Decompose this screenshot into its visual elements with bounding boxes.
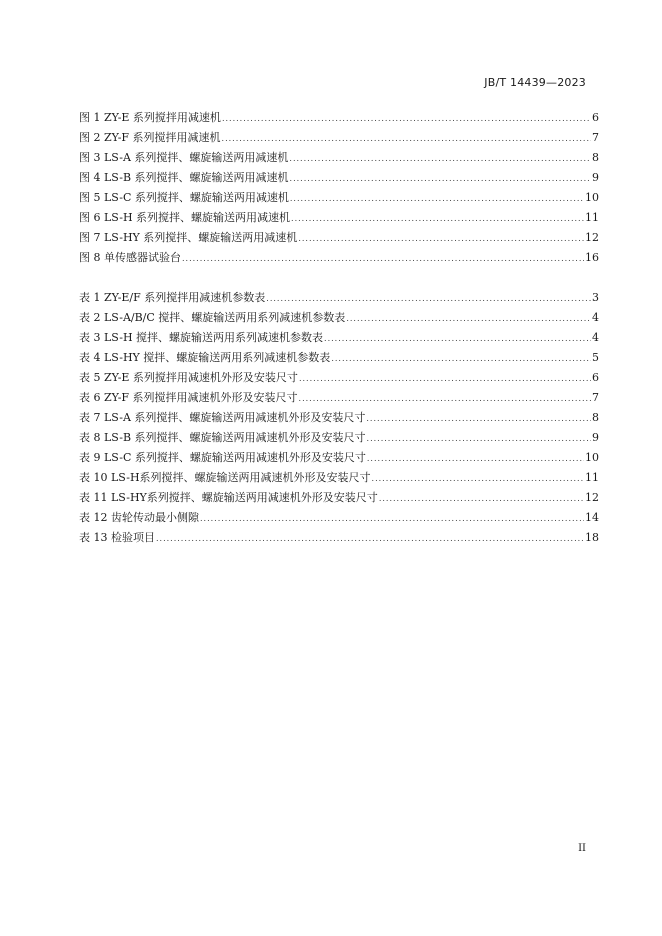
table-entry-label: 表 10 LS-H系列搅拌、螺旋输送两用减速机外形及安装尺寸 xyxy=(79,471,371,484)
table-entry-label: 表 13 检验项目 xyxy=(79,531,155,544)
figure-entry-label: 图 1 ZY-E 系列搅拌用减速机 xyxy=(79,111,221,124)
dot-leader xyxy=(366,409,591,429)
document-code: JB/T 14439—2023 xyxy=(484,76,586,89)
dot-leader xyxy=(182,249,584,269)
figure-entry-page: 8 xyxy=(592,151,599,164)
table-entry-page: 10 xyxy=(585,451,599,464)
dot-leader xyxy=(266,289,591,309)
figure-entry-page: 10 xyxy=(585,191,599,204)
dot-leader xyxy=(367,429,591,449)
figure-entry-label: 图 3 LS-A 系列搅拌、螺旋输送两用减速机 xyxy=(79,151,289,164)
table-entry-label: 表 2 LS-A/B/C 搅拌、螺旋输送两用系列减速机参数表 xyxy=(79,311,346,324)
figure-entry[interactable] xyxy=(79,108,599,128)
figure-list xyxy=(79,108,599,268)
figure-entry[interactable] xyxy=(79,128,599,148)
figure-entry-page: 7 xyxy=(592,131,599,144)
dot-leader xyxy=(156,529,584,549)
table-entry-label: 表 3 LS-H 搅拌、螺旋输送两用系列减速机参数表 xyxy=(79,331,324,344)
figure-entry-label: 图 5 LS-C 系列搅拌、螺旋输送两用减速机 xyxy=(79,191,289,204)
table-entry-page: 5 xyxy=(592,351,599,364)
figure-entry-label: 图 7 LS-HY 系列搅拌、螺旋输送两用减速机 xyxy=(79,231,298,244)
figure-entry-page: 6 xyxy=(592,111,599,124)
dot-leader xyxy=(299,389,591,409)
table-list xyxy=(79,288,599,548)
table-entry-label: 表 1 ZY-E/F 系列搅拌用减速机参数表 xyxy=(79,291,266,304)
dot-leader xyxy=(289,149,591,169)
table-entry[interactable] xyxy=(79,308,599,328)
table-entry-page: 8 xyxy=(592,411,599,424)
dot-leader xyxy=(372,469,584,489)
dot-leader xyxy=(200,509,584,529)
table-entry[interactable] xyxy=(79,428,599,448)
dot-leader xyxy=(346,309,591,329)
table-entry[interactable] xyxy=(79,448,599,468)
table-entry-page: 3 xyxy=(592,291,599,304)
table-entry[interactable] xyxy=(79,488,599,508)
table-entry-label: 表 8 LS-B 系列搅拌、螺旋输送两用减速机外形及安装尺寸 xyxy=(79,431,366,444)
table-entry-label: 表 11 LS-HY系列搅拌、螺旋输送两用减速机外形及安装尺寸 xyxy=(79,491,378,504)
figure-entry-page: 12 xyxy=(585,231,599,244)
table-entry[interactable] xyxy=(79,508,599,528)
figure-entry-page: 9 xyxy=(592,171,599,184)
dot-leader xyxy=(299,369,591,389)
table-entry[interactable] xyxy=(79,328,599,348)
table-entry-page: 6 xyxy=(592,371,599,384)
table-entry[interactable] xyxy=(79,468,599,488)
table-entry-page: 12 xyxy=(585,491,599,504)
figure-entry-label: 图 4 LS-B 系列搅拌、螺旋输送两用减速机 xyxy=(79,171,289,184)
figure-entry[interactable] xyxy=(79,228,599,248)
figure-entry[interactable] xyxy=(79,168,599,188)
table-entry-label: 表 7 LS-A 系列搅拌、螺旋输送两用减速机外形及安装尺寸 xyxy=(79,411,366,424)
dot-leader xyxy=(291,209,584,229)
table-entry-label: 表 4 LS-HY 搅拌、螺旋输送两用系列减速机参数表 xyxy=(79,351,331,364)
table-entry-page: 14 xyxy=(585,511,599,524)
table-entry-page: 11 xyxy=(585,471,599,484)
table-entry-page: 18 xyxy=(585,531,599,544)
dot-leader xyxy=(331,349,591,369)
table-entry-page: 9 xyxy=(592,431,599,444)
figure-entry-page: 11 xyxy=(585,211,599,224)
figure-entry[interactable] xyxy=(79,188,599,208)
table-entry[interactable] xyxy=(79,528,599,548)
dot-leader xyxy=(379,489,584,509)
table-entry[interactable] xyxy=(79,348,599,368)
table-entry-page: 4 xyxy=(592,311,599,324)
table-entry-label: 表 12 齿轮传动最小侧隙 xyxy=(79,511,199,524)
table-entry[interactable] xyxy=(79,368,599,388)
table-entry[interactable] xyxy=(79,288,599,308)
table-entry-label: 表 9 LS-C 系列搅拌、螺旋输送两用减速机外形及安装尺寸 xyxy=(79,451,366,464)
figure-entry[interactable] xyxy=(79,208,599,228)
table-entry-label: 表 5 ZY-E 系列搅拌用减速机外形及安装尺寸 xyxy=(79,371,298,384)
figure-entry[interactable] xyxy=(79,148,599,168)
figure-entry-label: 图 2 ZY-F 系列搅拌用减速机 xyxy=(79,131,221,144)
figure-entry-page: 16 xyxy=(585,251,599,264)
dot-leader xyxy=(324,329,591,349)
table-entry[interactable] xyxy=(79,408,599,428)
dot-leader xyxy=(367,449,584,469)
table-entry-label: 表 6 ZY-F 系列搅拌用减速机外形及安装尺寸 xyxy=(79,391,298,404)
table-entry-page: 4 xyxy=(592,331,599,344)
figure-entry-label: 图 8 单传感器试验台 xyxy=(79,251,181,264)
table-entry-page: 7 xyxy=(592,391,599,404)
figure-entry[interactable] xyxy=(79,248,599,268)
dot-leader xyxy=(290,189,584,209)
table-entry[interactable] xyxy=(79,388,599,408)
figure-entry-label: 图 6 LS-H 系列搅拌、螺旋输送两用减速机 xyxy=(79,211,291,224)
dot-leader xyxy=(298,229,584,249)
dot-leader xyxy=(222,109,591,129)
dot-leader xyxy=(290,169,591,189)
page-number: II xyxy=(578,843,586,854)
dot-leader xyxy=(222,129,591,149)
